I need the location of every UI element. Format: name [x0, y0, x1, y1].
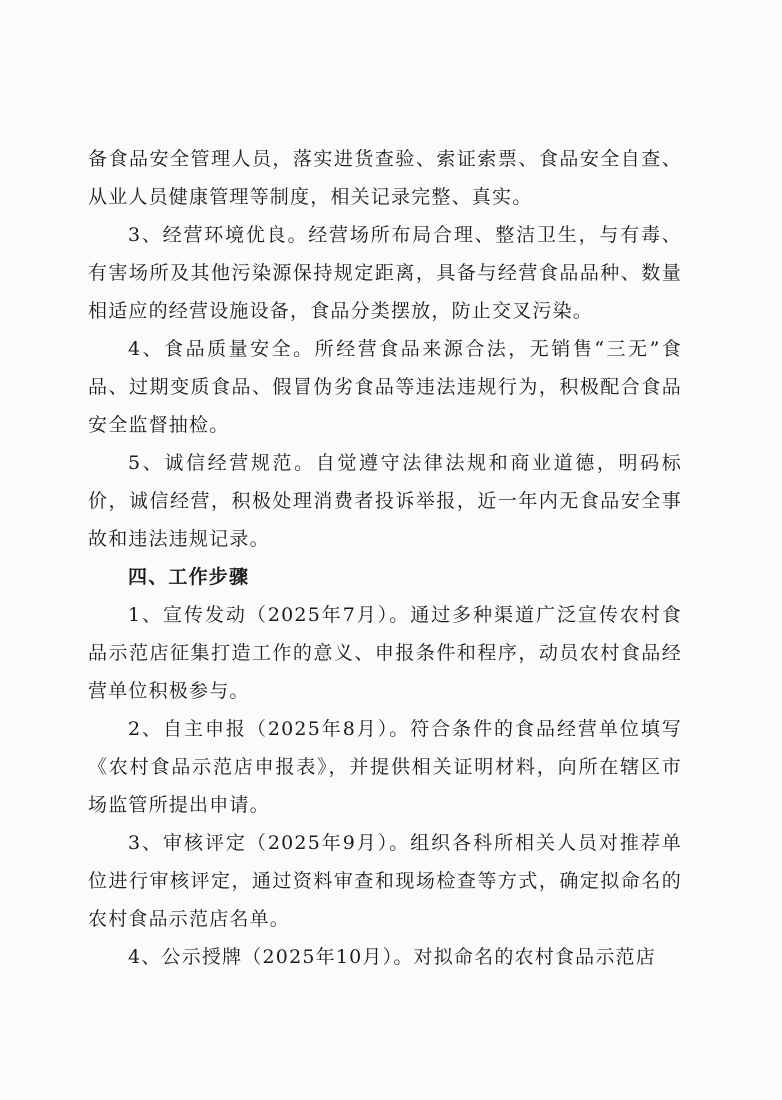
- criterion-5-paragraph: 5、诚信经营规范。自觉遵守法律法规和商业道德，明码标价，诚信经营，积极处理消费者投诉举报，近一年内无食品安全事故和违法违规记录。: [88, 452, 682, 550]
- section-heading: 四、工作步骤: [128, 566, 250, 588]
- document-body: [88, 140, 682, 976]
- step-3-paragraph: 3、审核评定（2025年9月）。组织各科所相关人员对推荐单位进行审核评定，通过资料审查和现场检查等方式，确定拟命名的农村食品示范店名单。: [88, 832, 682, 930]
- paragraph-continuation: 备食品安全管理人员，落实进货查验、索证索票、食品安全自查、从业人员健康管理等制度，相关记录完整、真实。: [88, 148, 682, 208]
- criterion-3-paragraph: 3、经营环境优良。经营场所布局合理、整洁卫生，与有毒、有害场所及其他污染源保持规定距离，具备与经营食品品种、数量相适应的经营设施设备，食品分类摆放，防止交叉污染。: [88, 224, 682, 322]
- criterion-4-paragraph: 4、食品质量安全。所经营食品来源合法，无销售“三无”食品、过期变质食品、假冒伪劣食品等违法违规行为，积极配合食品安全监督抽检。: [88, 338, 682, 436]
- step-1-paragraph: 1、宣传发动（2025年7月）。通过多种渠道广泛宣传农村食品示范店征集打造工作的意义、申报条件和程序，动员农村食品经营单位积极参与。: [88, 604, 682, 702]
- step-2-paragraph: 2、自主申报（2025年8月）。符合条件的食品经营单位填写《农村食品示范店申报表》，并提供相关证明材料，向所在辖区市场监管所提出申请。: [88, 718, 682, 816]
- step-4-paragraph: 4、公示授牌（2025年10月）。对拟命名的农村食品示范店: [128, 946, 656, 968]
